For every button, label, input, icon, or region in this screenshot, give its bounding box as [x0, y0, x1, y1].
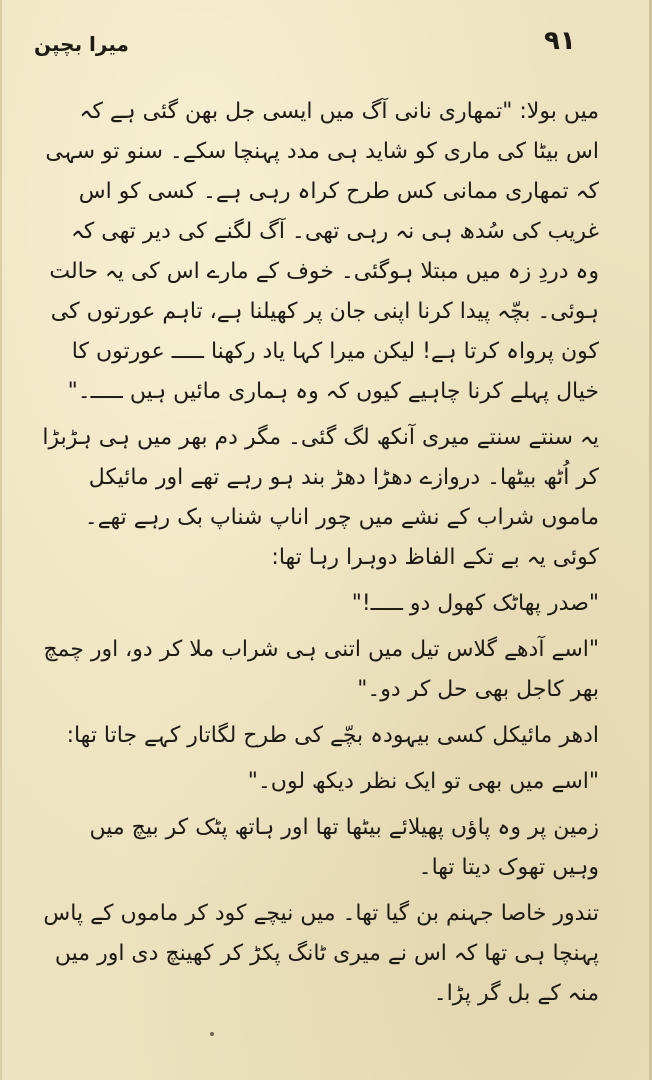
quoted-line-1: "صدر پھاٹک کھول دو ـــــ!" — [351, 591, 599, 616]
running-title: میرا بچپن — [34, 32, 129, 56]
paragraph-2: یہ سنتے سنتے میری آنکھ لگ گئی۔ مگر دم بھر میں ہی ہڑبڑا کر اُٹھ بیٹھا۔ دروازے دھڑا دھڑ بند ہو رہے تھے اور مائیکل ماموں شراب کے نشے میں چور اناپ شناپ بک رہے تھے۔ کوئی یہ بے تکے الفاظ دوہرا رہا تھا: — [42, 425, 599, 570]
paragraph-3: "اسے آدھے گلاس تیل میں اتنی ہی شراب ملا کر دو، اور چمچ بھر کاجل بھی حل کر دو۔" — [43, 637, 599, 702]
page-number: ٩١ — [544, 26, 576, 56]
body-text — [42, 92, 599, 1020]
ink-speck — [210, 1032, 214, 1036]
paragraph-4: ادھر مائیکل کسی بیہودہ بچّے کی طرح لگاتار کہے جاتا تھا: — [66, 723, 599, 748]
paragraph-1: میں بولا: "تمھاری نانی آگ میں ایسی جل بھن گئی ہے کہ اس بیٹا کی ماری کو شاید ہی مدد پہنچا سکے۔ سنو تو سہی کہ تمھاری ممانی کس طرح کراہ رہی ہے۔ کسی کو اس غریب کی سُدھ ہی نہ رہی تھی۔ آگ لگنے کی دیر تھی کہ وہ دردِ زہ میں مبتلا ہوگئی۔ خوف کے مارے اس کی یہ حالت ہوئی۔ بچّہ پیدا کرنا اپنی جان پر کھیلنا ہے، تاہم عورتوں کی کون پرواہ کرتا ہے! لیکن میرا کہا یاد رکھنا ـــــ عورتوں کا خیال پہلے کرنا چاہیے کیوں کہ وہ ہماری مائیں ہیں ـــــ۔" — [45, 99, 599, 404]
paragraph-6: تندور خاصا جہنم بن گیا تھا۔ میں نیچے کود کر ماموں کے پاس پہنچا ہی تھا کہ اس نے میری ٹانگ پکڑ کر کھینچ دی اور میں منہ کے بل گر پڑا۔ — [43, 901, 599, 1006]
quoted-line-2: "اسے میں بھی تو ایک نظر دیکھ لوں۔" — [247, 769, 599, 794]
page-header — [34, 22, 599, 72]
paragraph-5: زمین پر وہ پاؤں پھیلائے بیٹھا تھا اور ہاتھ پٹک کر بیچ میں وہیں تھوک دیتا تھا۔ — [89, 815, 599, 880]
